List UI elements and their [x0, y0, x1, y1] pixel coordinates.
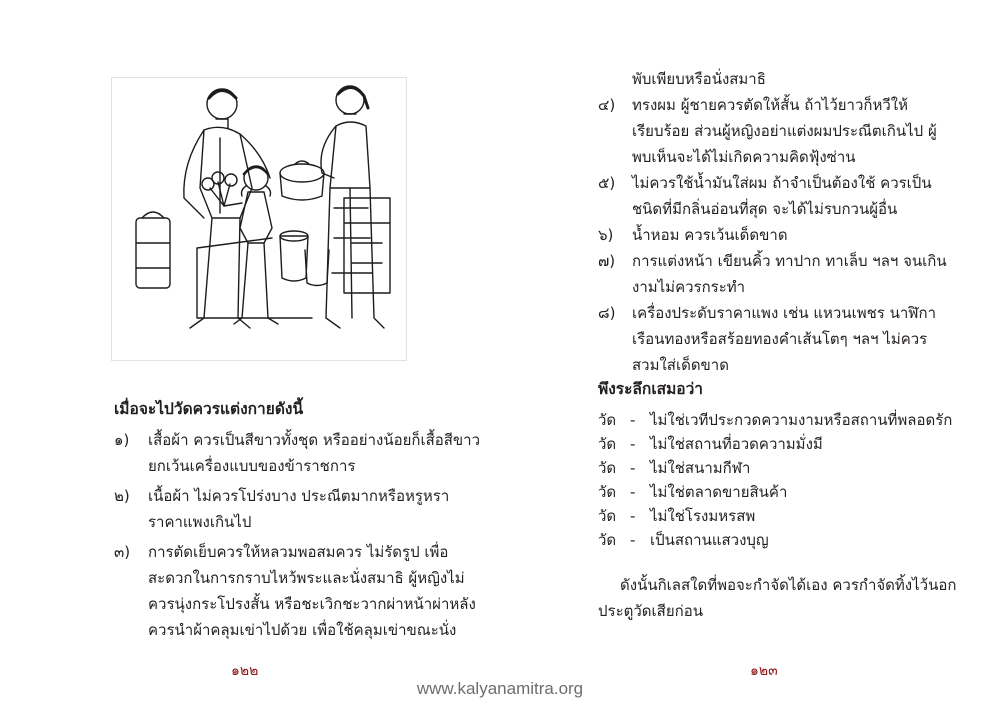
- remember-word: วัด: [598, 507, 617, 525]
- item-line: สะดวกในการกราบไหว้พระและนั่งสมาธิ ผู้หญิงไม่: [148, 569, 465, 587]
- right-page: [500, 0, 1000, 709]
- remember-dash: -: [630, 483, 636, 501]
- remember-list: [598, 408, 952, 552]
- remember-dash: -: [630, 459, 636, 477]
- dress-code-list: [114, 427, 481, 643]
- remember-dash: -: [630, 507, 636, 525]
- dress-code-list-continued: [598, 92, 947, 378]
- item-number: ๒): [114, 487, 130, 505]
- remember-text: ไม่ใช่สถานที่อวดความมั่งมี: [650, 435, 823, 453]
- item-line: ชนิดที่มีกลิ่นอ่อนที่สุด จะได้ไม่รบกวนผู้อื่น: [632, 200, 898, 218]
- item-line: เสื้อผ้า ควรเป็นสีขาวทั้งชุด หรืออย่างน้อยก็เสื้อสีขาว: [148, 431, 481, 449]
- list-item: [598, 170, 938, 222]
- remember-word: วัด: [598, 435, 617, 453]
- item-number: ๗): [598, 252, 616, 270]
- remember-text: ไม่ใช่สนามกีฬา: [650, 459, 751, 477]
- item-line: การแต่งหน้า เขียนคิ้ว ทาปาก ทาเล็บ ฯลฯ จนเกิน: [632, 252, 947, 270]
- item-line: การตัดเย็บควรให้หลวมพอสมควร ไม่รัดรูป เพื่อ: [148, 543, 449, 561]
- remember-word: วัด: [598, 459, 617, 477]
- family-illustration: [112, 78, 406, 360]
- list-item: [114, 483, 454, 535]
- list-item: [598, 222, 938, 248]
- list-item: [114, 539, 476, 643]
- remember-text: ไม่ใช่เวทีประกวดความงามหรือสถานที่พลอดรัก: [650, 411, 953, 429]
- remember-row: [598, 408, 952, 432]
- remember-word: วัด: [598, 531, 617, 549]
- remember-row: [598, 456, 952, 480]
- remember-dash: -: [630, 531, 636, 549]
- family-drawing: [112, 78, 406, 360]
- item-number: ๕): [598, 174, 616, 192]
- remember-word: วัด: [598, 411, 617, 429]
- remember-heading: พึงระลึกเสมอว่า: [598, 380, 704, 398]
- item-line: เนื้อผ้า ไม่ควรโปร่งบาง ประณีตมากหรือหรูหรา: [148, 487, 450, 505]
- closing-line: ประตูวัดเสียก่อน: [598, 602, 703, 620]
- item-line: เรียบร้อย ส่วนผู้หญิงอย่าแต่งผมประณีตเกินไป ผู้: [632, 122, 937, 140]
- closing-line: ดังนั้นกิเลสใดที่พอจะกำจัดได้เอง ควรกำจัดทิ้งไว้นอก: [620, 576, 957, 594]
- item-line: สวมใส่เด็ดขาด: [632, 356, 729, 374]
- list-item: [598, 248, 947, 300]
- remember-row: [598, 432, 952, 456]
- remember-text: ไม่ใช่ตลาดขายสินค้า: [650, 483, 788, 501]
- item-line: ควรนุ่งกระโปรงสั้น หรือชะเวิกชะวากผ่าหน้าผ่าหลัง: [148, 595, 476, 613]
- list-item: [598, 300, 938, 378]
- page-number-left: ๑๒๒: [231, 663, 259, 679]
- remember-text: เป็นสถานแสวงบุญ: [650, 531, 769, 549]
- closing-paragraph: [598, 572, 957, 624]
- remember-dash: -: [630, 411, 636, 429]
- item-line: ราคาแพงเกินไป: [148, 513, 252, 531]
- item-line: เรือนทองหรือสร้อยทองคำเส้นโตๆ ฯลฯ ไม่ควร: [632, 330, 928, 348]
- item-line: ทรงผม ผู้ชายควรตัดให้สั้น ถ้าไว้ยาวก็หวีให้: [632, 96, 908, 114]
- list-item: [598, 92, 938, 170]
- item-number: ๖): [598, 226, 614, 244]
- remember-word: วัด: [598, 483, 617, 501]
- item-line: เครื่องประดับราคาแพง เช่น แหวนเพชร นาฬิกา: [632, 304, 937, 322]
- remember-dash: -: [630, 435, 636, 453]
- footer-url: www.kalyanamitra.org: [416, 679, 584, 698]
- dress-code-heading: เมื่อจะไปวัดควรแต่งกายดังนี้: [114, 400, 304, 418]
- continuation-line: พับเพียบหรือนั่งสมาธิ: [632, 70, 766, 88]
- item-line: ยกเว้นเครื่องแบบของข้าราชการ: [148, 457, 356, 475]
- item-line: งามไม่ควรกระทำ: [632, 278, 746, 296]
- page-number-right: ๑๒๓: [750, 663, 778, 679]
- item-line: ไม่ควรใช้น้ำมันใส่ผม ถ้าจำเป็นต้องใช้ ควรเป็น: [632, 174, 932, 192]
- item-line: พบเห็นจะได้ไม่เกิดความคิดฟุ้งซ่าน: [632, 148, 856, 166]
- item-line: ควรนำผ้าคลุมเข่าไปด้วย เพื่อใช้คลุมเข่าขณะนั่ง: [148, 621, 457, 639]
- item-number: ๓): [114, 543, 131, 561]
- remember-text: ไม่ใช่โรงมหรสพ: [650, 507, 756, 525]
- remember-row: [598, 480, 952, 504]
- item-number: ๔): [598, 96, 616, 114]
- list-item: [114, 427, 481, 479]
- item-number: ๑): [114, 431, 130, 449]
- item-number: ๘): [598, 304, 616, 322]
- remember-row: [598, 528, 952, 552]
- remember-row: [598, 504, 952, 528]
- item-line: น้ำหอม ควรเว้นเด็ดขาด: [632, 226, 788, 244]
